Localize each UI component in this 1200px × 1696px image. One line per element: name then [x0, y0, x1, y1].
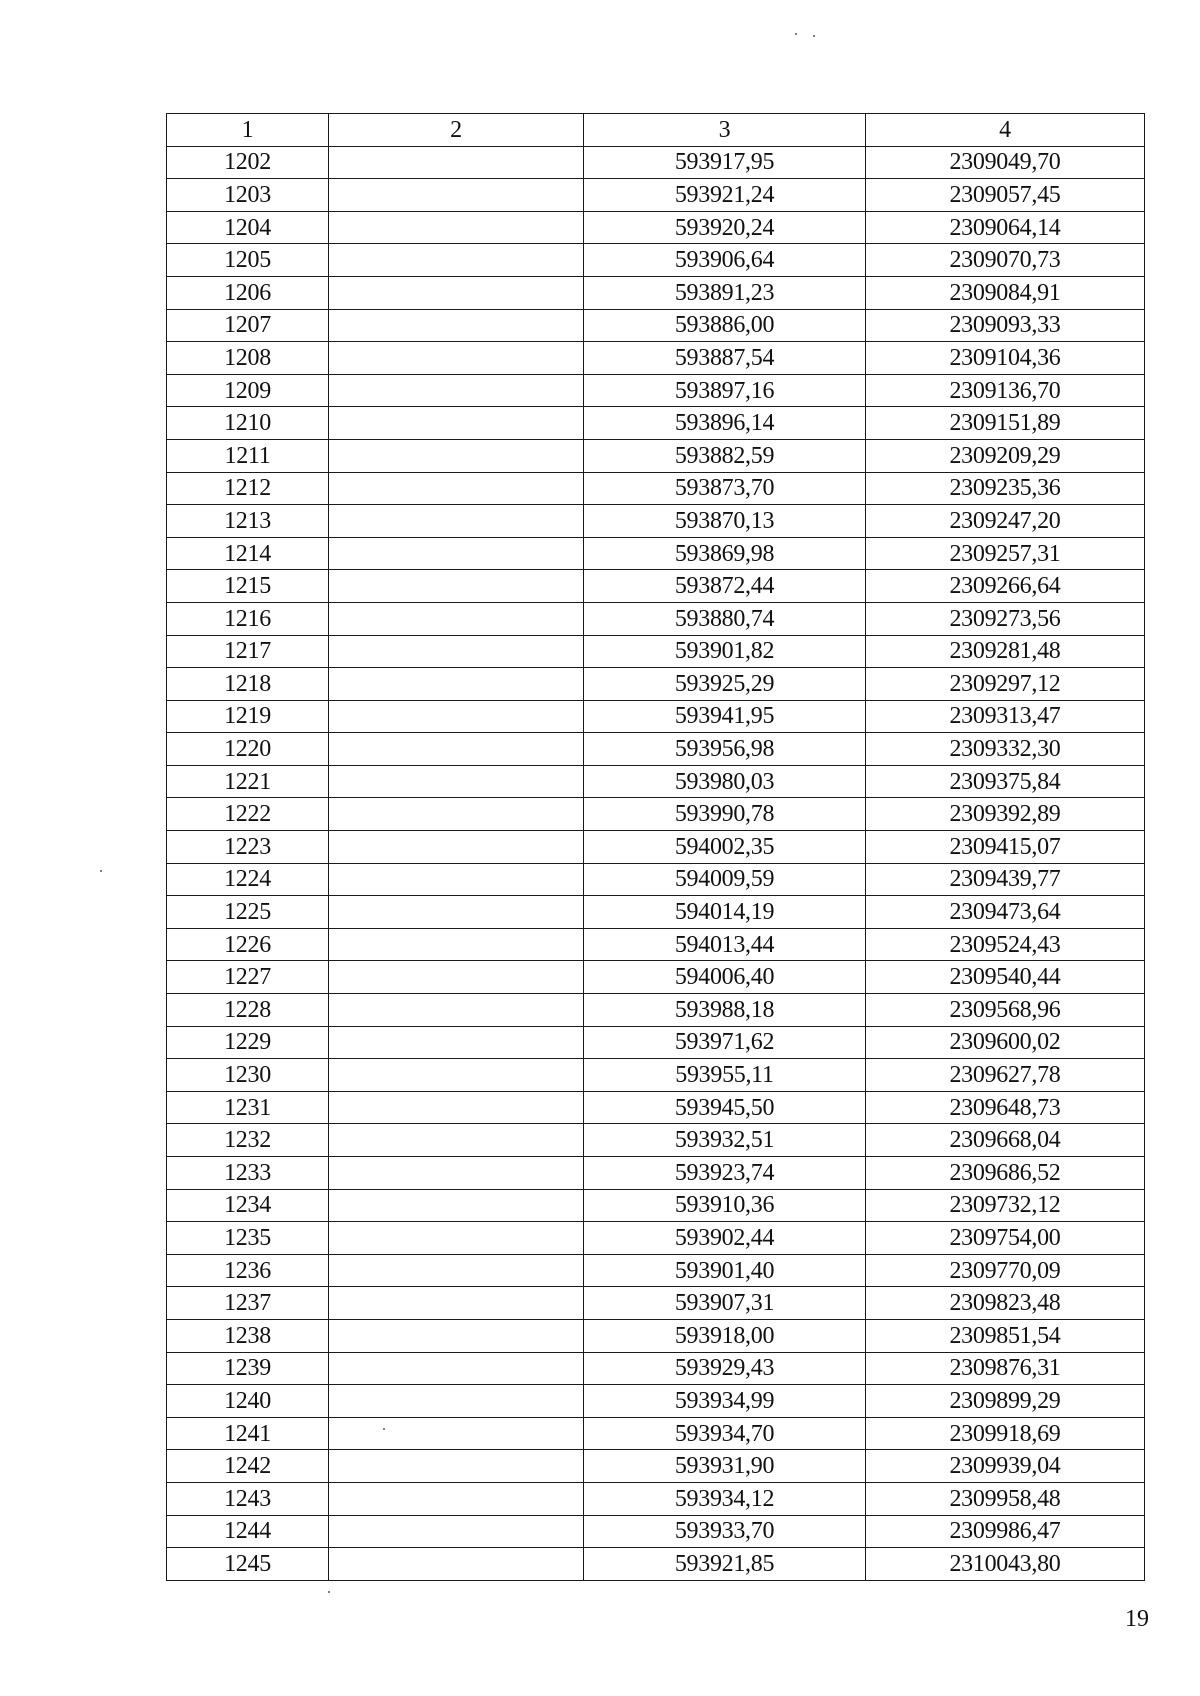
table-cell-col-2	[329, 1189, 584, 1222]
table-row	[167, 635, 1145, 668]
table-row	[167, 211, 1145, 244]
table-cell-col-3: 593945,50	[584, 1091, 866, 1124]
table-cell-col-2	[329, 1026, 584, 1059]
table-cell-col-4: 2309473,64	[866, 896, 1145, 929]
table-cell-col-3: 593882,59	[584, 439, 866, 472]
table-row	[167, 1026, 1145, 1059]
table-cell-col-2	[329, 211, 584, 244]
table-cell-col-2	[329, 179, 584, 212]
column-header-3: 3	[584, 114, 866, 147]
table-cell-col-3: 593873,70	[584, 472, 866, 505]
table-row	[167, 1385, 1145, 1418]
table-cell-col-4: 2309257,31	[866, 537, 1145, 570]
table-row	[167, 765, 1145, 798]
table-row	[167, 1124, 1145, 1157]
table-cell-col-1: 1223	[167, 831, 329, 864]
table-cell-col-3: 593901,40	[584, 1254, 866, 1287]
table-row	[167, 1450, 1145, 1483]
table-cell-col-1: 1217	[167, 635, 329, 668]
table-cell-col-1: 1209	[167, 374, 329, 407]
table-cell-col-2	[329, 635, 584, 668]
table-cell-col-3: 594006,40	[584, 961, 866, 994]
table-row	[167, 700, 1145, 733]
table-cell-col-1: 1208	[167, 342, 329, 375]
table-cell-col-2	[329, 472, 584, 505]
table-cell-col-4: 2309876,31	[866, 1352, 1145, 1385]
table-cell-col-4: 2309899,29	[866, 1385, 1145, 1418]
table-cell-col-2	[329, 994, 584, 1027]
table-cell-col-1: 1236	[167, 1254, 329, 1287]
table-cell-col-2	[329, 537, 584, 570]
table-row	[167, 733, 1145, 766]
table-cell-col-4: 2309313,47	[866, 700, 1145, 733]
table-cell-col-4: 2309057,45	[866, 179, 1145, 212]
table-cell-col-1: 1205	[167, 244, 329, 277]
table-cell-col-4: 2310043,80	[866, 1548, 1145, 1581]
table-cell-col-1: 1204	[167, 211, 329, 244]
table-cell-col-1: 1203	[167, 179, 329, 212]
table-row	[167, 146, 1145, 179]
table-cell-col-4: 2309064,14	[866, 211, 1145, 244]
table-cell-col-3: 593896,14	[584, 407, 866, 440]
table-cell-col-4: 2309668,04	[866, 1124, 1145, 1157]
table-cell-col-3: 593933,70	[584, 1515, 866, 1548]
table-cell-col-2	[329, 602, 584, 635]
table-cell-col-3: 593934,12	[584, 1482, 866, 1515]
table-cell-col-1: 1206	[167, 276, 329, 309]
table-cell-col-4: 2309851,54	[866, 1319, 1145, 1352]
table-row	[167, 472, 1145, 505]
table-cell-col-1: 1213	[167, 505, 329, 538]
table-cell-col-1: 1227	[167, 961, 329, 994]
table-cell-col-2	[329, 1515, 584, 1548]
table-cell-col-2	[329, 309, 584, 342]
table-row	[167, 439, 1145, 472]
table-cell-col-2	[329, 1124, 584, 1157]
table-cell-col-4: 2309104,36	[866, 342, 1145, 375]
table-body	[167, 146, 1145, 1580]
table-cell-col-1: 1212	[167, 472, 329, 505]
table-cell-col-1: 1245	[167, 1548, 329, 1581]
table-cell-col-3: 593891,23	[584, 276, 866, 309]
table-cell-col-1: 1228	[167, 994, 329, 1027]
table-cell-col-4: 2309524,43	[866, 928, 1145, 961]
table-row	[167, 798, 1145, 831]
table-cell-col-3: 593921,24	[584, 179, 866, 212]
table-cell-col-4: 2309332,30	[866, 733, 1145, 766]
table-cell-col-3: 593887,54	[584, 342, 866, 375]
table-cell-col-1: 1215	[167, 570, 329, 603]
table-cell-col-2	[329, 342, 584, 375]
table-cell-col-2	[329, 1482, 584, 1515]
table-cell-col-2	[329, 1254, 584, 1287]
table-cell-col-2	[329, 505, 584, 538]
table-cell-col-2	[329, 1385, 584, 1418]
table-cell-col-4: 2309266,64	[866, 570, 1145, 603]
table-cell-col-3: 594014,19	[584, 896, 866, 929]
table-cell-col-1: 1220	[167, 733, 329, 766]
table-cell-col-3: 593870,13	[584, 505, 866, 538]
table-cell-col-4: 2309093,33	[866, 309, 1145, 342]
table-cell-col-3: 593920,24	[584, 211, 866, 244]
table-cell-col-3: 593988,18	[584, 994, 866, 1027]
table-cell-col-4: 2309918,69	[866, 1417, 1145, 1450]
table-row	[167, 1319, 1145, 1352]
header-row	[167, 114, 1145, 147]
table-cell-col-4: 2309939,04	[866, 1450, 1145, 1483]
table-row	[167, 1352, 1145, 1385]
table-cell-col-2	[329, 1157, 584, 1190]
table-cell-col-2	[329, 961, 584, 994]
table-cell-col-2	[329, 928, 584, 961]
table-row	[167, 994, 1145, 1027]
table-cell-col-3: 593932,51	[584, 1124, 866, 1157]
table-row	[167, 1254, 1145, 1287]
table-cell-col-1: 1237	[167, 1287, 329, 1320]
table-cell-col-1: 1214	[167, 537, 329, 570]
table-row	[167, 537, 1145, 570]
table-cell-col-2	[329, 276, 584, 309]
column-header-4: 4	[866, 114, 1145, 147]
table-cell-col-1: 1229	[167, 1026, 329, 1059]
table-row	[167, 276, 1145, 309]
table-cell-col-4: 2309627,78	[866, 1059, 1145, 1092]
table-cell-col-1: 1233	[167, 1157, 329, 1190]
table-row	[167, 961, 1145, 994]
table-cell-col-1: 1221	[167, 765, 329, 798]
table-cell-col-4: 2309209,29	[866, 439, 1145, 472]
table-cell-col-3: 593929,43	[584, 1352, 866, 1385]
table-row	[167, 863, 1145, 896]
table-cell-col-1: 1230	[167, 1059, 329, 1092]
column-header-2: 2	[329, 114, 584, 147]
table-row	[167, 342, 1145, 375]
table-cell-col-2	[329, 1417, 584, 1450]
table-row	[167, 570, 1145, 603]
page-number: 19	[1125, 1606, 1149, 1632]
column-header-1: 1	[167, 114, 329, 147]
table-cell-col-2	[329, 1548, 584, 1581]
table-cell-col-2	[329, 733, 584, 766]
table-row	[167, 1222, 1145, 1255]
table-cell-col-4: 2309754,00	[866, 1222, 1145, 1255]
table-cell-col-2	[329, 1450, 584, 1483]
table-row	[167, 928, 1145, 961]
table-cell-col-1: 1211	[167, 439, 329, 472]
table-cell-col-1: 1207	[167, 309, 329, 342]
table-cell-col-2	[329, 798, 584, 831]
table-cell-col-2	[329, 1287, 584, 1320]
table-row	[167, 179, 1145, 212]
table-row	[167, 1059, 1145, 1092]
table-cell-col-4: 2309151,89	[866, 407, 1145, 440]
table-cell-col-4: 2309375,84	[866, 765, 1145, 798]
table-cell-col-3: 593934,70	[584, 1417, 866, 1450]
table-cell-col-4: 2309273,56	[866, 602, 1145, 635]
table-cell-col-2	[329, 570, 584, 603]
table-cell-col-3: 593955,11	[584, 1059, 866, 1092]
table-cell-col-1: 1241	[167, 1417, 329, 1450]
table-cell-col-1: 1243	[167, 1482, 329, 1515]
table-row	[167, 505, 1145, 538]
table-cell-col-2	[329, 439, 584, 472]
table-cell-col-2	[329, 1091, 584, 1124]
table-cell-col-3: 593925,29	[584, 668, 866, 701]
table-cell-col-2	[329, 765, 584, 798]
table-cell-col-4: 2309686,52	[866, 1157, 1145, 1190]
table-cell-col-4: 2309297,12	[866, 668, 1145, 701]
table-cell-col-3: 593869,98	[584, 537, 866, 570]
table-cell-col-2	[329, 146, 584, 179]
table-cell-col-2	[329, 374, 584, 407]
table-cell-col-3: 593921,85	[584, 1548, 866, 1581]
table-cell-col-4: 2309540,44	[866, 961, 1145, 994]
table-cell-col-3: 594009,59	[584, 863, 866, 896]
table-cell-col-2	[329, 1222, 584, 1255]
table-row	[167, 1515, 1145, 1548]
table-cell-col-3: 593906,64	[584, 244, 866, 277]
table-cell-col-4: 2309648,73	[866, 1091, 1145, 1124]
table-row	[167, 1417, 1145, 1450]
table-cell-col-2	[329, 700, 584, 733]
table-cell-col-2	[329, 244, 584, 277]
table-row	[167, 668, 1145, 701]
table-row	[167, 1287, 1145, 1320]
table-row	[167, 309, 1145, 342]
table-cell-col-4: 2309986,47	[866, 1515, 1145, 1548]
table-cell-col-2	[329, 896, 584, 929]
table-cell-col-4: 2309958,48	[866, 1482, 1145, 1515]
scan-speck	[100, 870, 102, 872]
table-row	[167, 374, 1145, 407]
table-cell-col-2	[329, 1059, 584, 1092]
table-row	[167, 896, 1145, 929]
table-header	[167, 114, 1145, 147]
table-cell-col-1: 1224	[167, 863, 329, 896]
table-cell-col-4: 2309070,73	[866, 244, 1145, 277]
table-cell-col-3: 593901,82	[584, 635, 866, 668]
table-cell-col-3: 593902,44	[584, 1222, 866, 1255]
table-row	[167, 1548, 1145, 1581]
table-cell-col-4: 2309392,89	[866, 798, 1145, 831]
table-cell-col-1: 1232	[167, 1124, 329, 1157]
table-cell-col-3: 593880,74	[584, 602, 866, 635]
coordinates-table	[166, 113, 1145, 1581]
table-cell-col-1: 1210	[167, 407, 329, 440]
table-cell-col-2	[329, 407, 584, 440]
table-cell-col-2	[329, 1352, 584, 1385]
table-cell-col-4: 2309084,91	[866, 276, 1145, 309]
table-cell-col-2	[329, 668, 584, 701]
table-cell-col-1: 1225	[167, 896, 329, 929]
table-cell-col-1: 1235	[167, 1222, 329, 1255]
table-cell-col-3: 593941,95	[584, 700, 866, 733]
table-cell-col-1: 1238	[167, 1319, 329, 1352]
table-cell-col-3: 593980,03	[584, 765, 866, 798]
table-cell-col-2	[329, 863, 584, 896]
table-cell-col-1: 1240	[167, 1385, 329, 1418]
table-cell-col-1: 1239	[167, 1352, 329, 1385]
table-row	[167, 1157, 1145, 1190]
scan-speck	[795, 33, 797, 35]
table-cell-col-3: 593917,95	[584, 146, 866, 179]
table-cell-col-4: 2309235,36	[866, 472, 1145, 505]
table-cell-col-4: 2309415,07	[866, 831, 1145, 864]
table-cell-col-4: 2309439,77	[866, 863, 1145, 896]
scan-speck	[328, 1591, 330, 1593]
table-cell-col-1: 1222	[167, 798, 329, 831]
table-row	[167, 1189, 1145, 1222]
table-cell-col-4: 2309600,02	[866, 1026, 1145, 1059]
table-cell-col-1: 1218	[167, 668, 329, 701]
table-cell-col-2	[329, 831, 584, 864]
table-cell-col-1: 1219	[167, 700, 329, 733]
table-cell-col-2	[329, 1319, 584, 1352]
table-cell-col-3: 593910,36	[584, 1189, 866, 1222]
table-cell-col-4: 2309823,48	[866, 1287, 1145, 1320]
table-cell-col-1: 1202	[167, 146, 329, 179]
table-row	[167, 407, 1145, 440]
table-cell-col-1: 1216	[167, 602, 329, 635]
table-cell-col-3: 593931,90	[584, 1450, 866, 1483]
table-cell-col-3: 594002,35	[584, 831, 866, 864]
table-row	[167, 1091, 1145, 1124]
table-cell-col-4: 2309247,20	[866, 505, 1145, 538]
table-row	[167, 602, 1145, 635]
table-cell-col-1: 1242	[167, 1450, 329, 1483]
table-row	[167, 1482, 1145, 1515]
scan-speck	[383, 1428, 385, 1430]
table-cell-col-3: 593907,31	[584, 1287, 866, 1320]
table-cell-col-3: 593886,00	[584, 309, 866, 342]
table-cell-col-4: 2309281,48	[866, 635, 1145, 668]
table-row	[167, 831, 1145, 864]
table-cell-col-4: 2309136,70	[866, 374, 1145, 407]
table-cell-col-3: 593918,00	[584, 1319, 866, 1352]
table-cell-col-3: 593897,16	[584, 374, 866, 407]
table-cell-col-1: 1234	[167, 1189, 329, 1222]
table-cell-col-3: 593956,98	[584, 733, 866, 766]
table-cell-col-3: 593990,78	[584, 798, 866, 831]
table-cell-col-3: 593872,44	[584, 570, 866, 603]
table-cell-col-1: 1226	[167, 928, 329, 961]
table-cell-col-1: 1231	[167, 1091, 329, 1124]
table-cell-col-4: 2309049,70	[866, 146, 1145, 179]
table-cell-col-4: 2309732,12	[866, 1189, 1145, 1222]
table-row	[167, 244, 1145, 277]
table-cell-col-1: 1244	[167, 1515, 329, 1548]
table-cell-col-3: 593934,99	[584, 1385, 866, 1418]
table-cell-col-3: 594013,44	[584, 928, 866, 961]
scan-speck	[813, 35, 815, 37]
table-cell-col-4: 2309770,09	[866, 1254, 1145, 1287]
table-cell-col-4: 2309568,96	[866, 994, 1145, 1027]
table-cell-col-3: 593923,74	[584, 1157, 866, 1190]
table-cell-col-3: 593971,62	[584, 1026, 866, 1059]
